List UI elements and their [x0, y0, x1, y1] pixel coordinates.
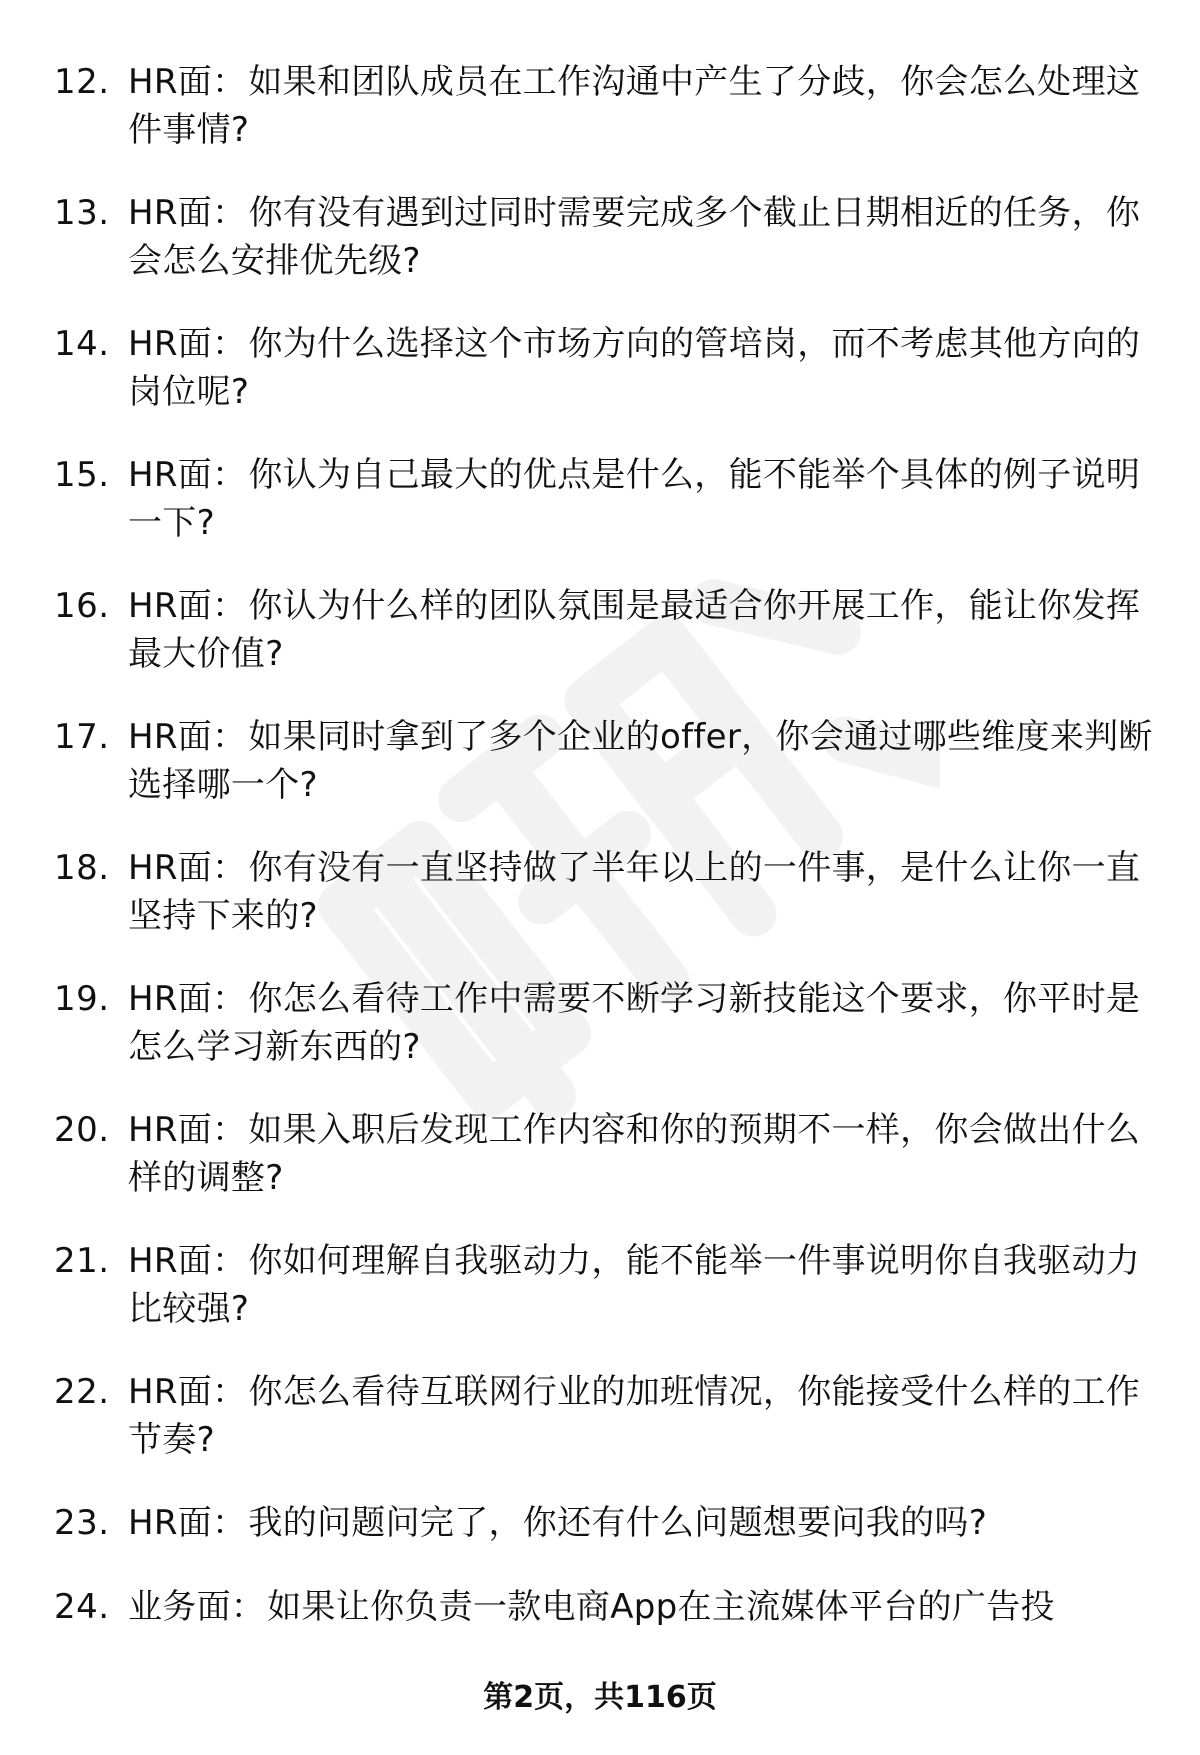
question-type: HR面： — [128, 848, 247, 888]
question-number: 14. — [54, 324, 110, 364]
question-text — [128, 58, 1168, 154]
question-type: HR面： — [128, 586, 247, 626]
question-list — [0, 58, 1200, 1714]
list-item — [0, 1237, 1200, 1368]
question-text — [128, 582, 1168, 678]
question-body: 你认为什么样的团队氛围是最适合你开展工作，能让你发挥最大价值? — [128, 586, 1141, 674]
question-type: HR面： — [128, 979, 247, 1019]
question-text — [128, 451, 1168, 547]
list-item — [0, 975, 1200, 1106]
question-body: 你认为自己最大的优点是什么，能不能举个具体的例子说明一下? — [128, 455, 1141, 543]
question-body: 你有没有一直坚持做了半年以上的一件事，是什么让你一直坚持下来的? — [128, 848, 1141, 936]
question-body: 如果入职后发现工作内容和你的预期不一样，你会做出什么样的调整? — [128, 1110, 1141, 1198]
question-type: HR面： — [128, 1372, 247, 1412]
question-type: HR面： — [128, 324, 247, 364]
question-body: 如果让你负责一款电商App在主流媒体平台的广告投 — [267, 1587, 1055, 1627]
question-body: 如果同时拿到了多个企业的offer，你会通过哪些维度来判断选择哪一个? — [128, 717, 1153, 805]
question-number: 16. — [54, 586, 110, 626]
list-item — [0, 582, 1200, 713]
list-item — [0, 844, 1200, 975]
question-text — [128, 844, 1168, 940]
question-number: 19. — [54, 979, 110, 1019]
question-text — [128, 1583, 1168, 1631]
question-body: 如果和团队成员在工作沟通中产生了分歧，你会怎么处理这件事情? — [128, 62, 1141, 150]
question-number: 15. — [54, 455, 110, 495]
question-body: 你如何理解自我驱动力，能不能举一件事说明你自我驱动力比较强? — [128, 1241, 1141, 1329]
question-type: HR面： — [128, 1110, 247, 1150]
question-type: 业务面： — [128, 1587, 266, 1627]
question-body: 你有没有遇到过同时需要完成多个截止日期相近的任务，你会怎么安排优先级? — [128, 193, 1141, 281]
question-type: HR面： — [128, 1241, 247, 1281]
question-text — [128, 1499, 1168, 1547]
question-type: HR面： — [128, 717, 247, 757]
list-item — [0, 1106, 1200, 1237]
question-type: HR面： — [128, 193, 247, 233]
question-type: HR面： — [128, 62, 247, 102]
question-number: 20. — [54, 1110, 110, 1150]
question-number: 23. — [54, 1503, 110, 1543]
question-text — [128, 1368, 1168, 1464]
question-number: 21. — [54, 1241, 110, 1281]
question-text — [128, 189, 1168, 285]
question-body: 你为什么选择这个市场方向的管培岗，而不考虑其他方向的岗位呢? — [128, 324, 1141, 412]
list-item — [0, 189, 1200, 320]
list-item — [0, 1368, 1200, 1499]
question-number: 24. — [54, 1587, 110, 1627]
question-number: 22. — [54, 1372, 110, 1412]
question-text — [128, 320, 1168, 416]
question-body: 我的问题问完了，你还有什么问题想要问我的吗? — [248, 1503, 988, 1543]
question-number: 12. — [54, 62, 110, 102]
question-body: 你怎么看待工作中需要不断学习新技能这个要求，你平时是怎么学习新东西的? — [128, 979, 1141, 1067]
question-text — [128, 975, 1168, 1071]
question-number: 13. — [54, 193, 110, 233]
list-item — [0, 320, 1200, 451]
question-text — [128, 1106, 1168, 1202]
list-item — [0, 451, 1200, 582]
question-text — [128, 713, 1168, 809]
question-number: 18. — [54, 848, 110, 888]
question-type: HR面： — [128, 1503, 247, 1543]
list-item — [0, 58, 1200, 189]
question-body: 你怎么看待互联网行业的加班情况，你能接受什么样的工作节奏? — [128, 1372, 1141, 1460]
question-number: 17. — [54, 717, 110, 757]
page-number-footer: 第2页，共116页 — [483, 1680, 717, 1715]
question-text — [128, 1237, 1168, 1333]
list-item — [0, 713, 1200, 844]
list-item — [0, 1499, 1200, 1583]
question-type: HR面： — [128, 455, 247, 495]
